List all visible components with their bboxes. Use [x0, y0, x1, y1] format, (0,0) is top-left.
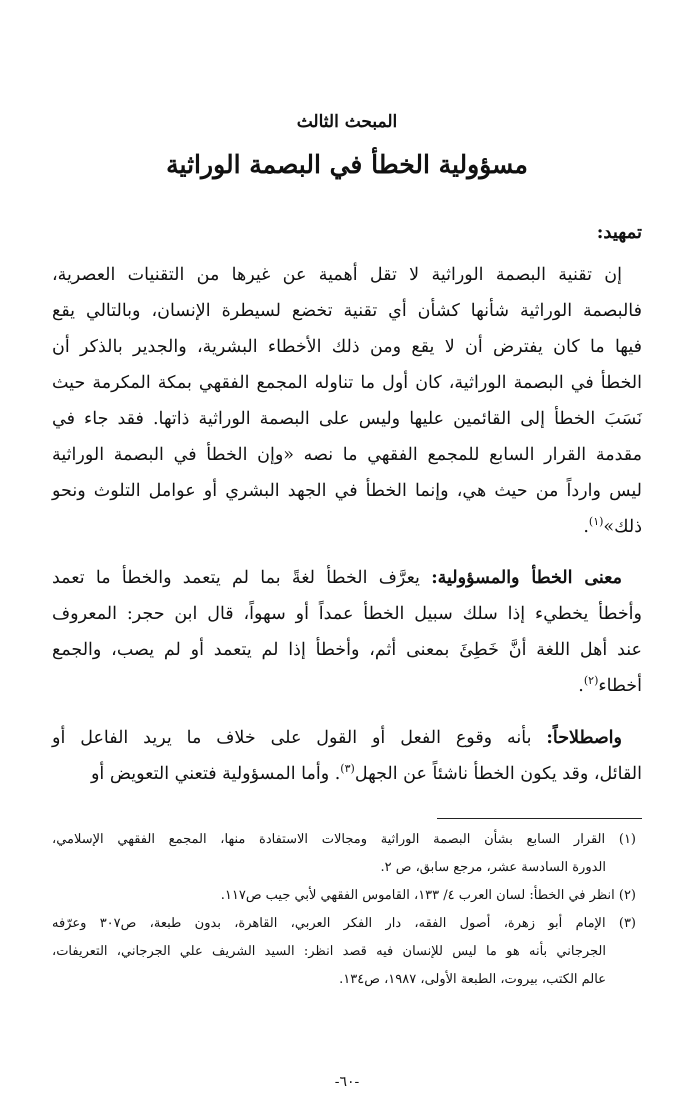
paragraph-line — [52, 517, 642, 537]
paragraph-text: ذلك» — [603, 517, 642, 537]
paragraph-line: نَسَبَ الخطأ إلى القائمين عليها وليس على البصمة الوراثية ذاتها. فقد جاء في — [52, 409, 642, 429]
footnote-line: الجرجاني بأنه هو ما ليس للإنسان فيه قصد انظر: السيد الشريف علي الجرجاني، التعريفات، — [52, 944, 606, 959]
section-title: مسؤولية الخطأ في البصمة الوراثية — [166, 150, 528, 179]
paragraph-line — [52, 568, 622, 588]
paragraph-line: إن تقنية البصمة الوراثية لا تقل أهمية عن غيرها من التقنيات العصرية، — [52, 265, 622, 285]
paragraph-line: ليس وارداً من حيث هي، وإنما الخطأ في الجهد البشري أو عوامل التلوث ونحو — [52, 481, 642, 501]
paragraph-line — [52, 728, 622, 748]
footnote-line: (١) القرار السابع بشأن البصمة الوراثية ومجالات الاستفادة منها، المجمع الفقهي الإسلامي، — [52, 832, 636, 847]
section-heading: المبحث الثالث — [296, 112, 398, 132]
term-label: واصطلاحاً: — [546, 728, 622, 748]
footnote-line: (٣) الإمام أبو زهرة، أصول الفقه، دار الفكر العربي، القاهرة، بدون طبعة، ص٣٠٧ وعرّفه — [52, 916, 636, 931]
page-number: -٦٠- — [334, 1074, 360, 1090]
paragraph-line: عند أهل اللغة أنَّ خَطِئَ بمعنى أثم، وأخطأ إذا لم يتعمد أو لم يصب، والجمع — [52, 640, 642, 660]
footnote-line: الدورة السادسة عشر، مرجع سابق، ص ٢. — [380, 860, 606, 875]
footnote-divider — [437, 818, 642, 819]
paragraph-line: مقدمة القرار السابع للمجمع الفقهي ما نصه «وإن الخطأ في البصمة الوراثية — [52, 445, 642, 465]
paragraph-line: الخطأ في البصمة الوراثية، كان أول ما تناوله المجمع الفقهي بمكة المكرمة حيث — [52, 373, 642, 393]
paragraph-text: . وأما المسؤولية فتعني التعويض أو — [90, 764, 341, 784]
intro-label: تمهيد: — [596, 222, 642, 243]
paragraph-line — [52, 676, 642, 696]
footnote-ref: (١) — [588, 515, 604, 528]
footnote-ref: (٣) — [340, 762, 355, 775]
paragraph-text: القائل، وقد يكون الخطأ ناشئاً عن الجهل — [354, 764, 642, 784]
paragraph-line — [52, 764, 642, 784]
punctuation: . — [583, 517, 589, 537]
paragraph-line: فيها ما كان يفترض أن لا يقع ومن ذلك الأخطاء البشرية، والجدير بالذكر أن — [52, 337, 642, 357]
footnote-line: عالم الكتب، بيروت، الطبعة الأولى، ١٩٨٧، ص١٣٤. — [339, 972, 606, 987]
term-label: معنى الخطأ والمسؤولية: — [431, 568, 622, 588]
paragraph-text: يعرَّف الخطأ لغةً بما لم يتعمد والخطأ ما تعمد — [52, 568, 420, 588]
paragraph-line: وأخطأ يخطيء إذا سلك سبيل الخطأ عمداً أو سهواً، قال ابن حجر: المعروف — [52, 604, 642, 624]
paragraph-line: فالبصمة الوراثية شأنها كشأن أي تقنية تخضع لسيطرة الإنسان، وبالتالي يقع — [52, 301, 642, 321]
punctuation: . — [578, 676, 584, 696]
footnote-line: (٢) انظر في الخطأ: لسان العرب ٤/ ١٣٣، القاموس الفقهي لأبي جيب ص١١٧. — [220, 888, 636, 903]
footnote-ref: (٢) — [583, 674, 599, 687]
paragraph-text: بأنه وقوع الفعل أو القول على خلاف ما يريد الفاعل أو — [52, 728, 532, 748]
paragraph-text: أخطاء — [598, 676, 642, 696]
